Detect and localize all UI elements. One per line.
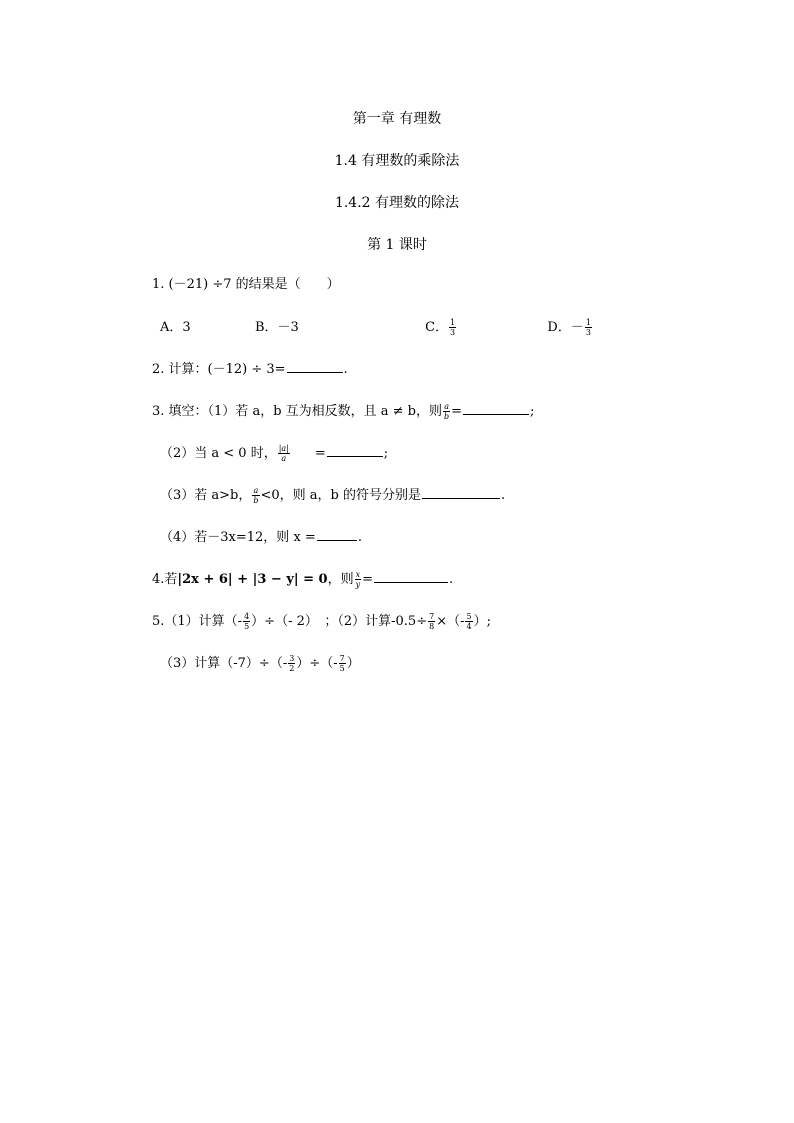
question-1: 1. (－21) ÷7 的结果是（ ） xyxy=(152,277,340,292)
answer-blank[interactable] xyxy=(374,570,448,583)
question-5-line-2: （3）计算（-7）÷（- $\frac{3}{2}$ ）÷（- $\frac{7}{5}$ ） xyxy=(160,654,360,673)
question-2: 2. 计算：(－12) ÷ 3= . xyxy=(152,362,348,377)
option-d: D．－ $\frac{1}{3}$ xyxy=(547,318,591,337)
question-3-part-3: （3）若 a>b， $\frac{a}{b}$ <0，则 a，b 的符号分别是 . xyxy=(160,486,506,505)
equation: |2x + 6| + |3 − y| = 0 xyxy=(177,572,328,587)
answer-blank[interactable] xyxy=(327,444,383,457)
lesson-title: 第 1 课时 xyxy=(367,237,427,253)
chapter-title: 第一章 有理数 xyxy=(352,111,442,127)
answer-blank[interactable] xyxy=(287,360,343,373)
question-4: 4.若|2x + 6| + |3 − y| = 0，则 $\frac{x}{y}$ = . xyxy=(152,570,454,589)
subsection-title: 1.4.2 有理数的除法 xyxy=(334,195,460,211)
question-3-part-1: 3. 填空：（1）若 a，b 互为相反数，且 a ≠ b，则 $\frac{a}{b}$ = ; xyxy=(152,402,535,421)
answer-blank[interactable] xyxy=(422,486,500,499)
question-3-part-2: （2）当 a < 0 时， $\frac{|a|}{a}$ = ; xyxy=(160,444,389,463)
answer-blank[interactable] xyxy=(463,402,529,415)
option-b: B．－3 xyxy=(254,320,299,335)
option-c: C． $\frac{1}{3}$ xyxy=(425,318,456,337)
answer-blank[interactable] xyxy=(317,528,357,541)
section-title: 1.4 有理数的乘除法 xyxy=(334,153,460,169)
question-1-options xyxy=(160,318,593,337)
question-5-line-1: 5.（1）计算（- $\frac{4}{5}$ ）÷（- 2） ；（2）计算-0.5÷ $\frac{7}{8}$ ×（- $\frac{5}{4}$ ）; xyxy=(152,612,491,631)
option-a: A．3 xyxy=(160,320,191,335)
question-3-part-4: （4）若－3x=12，则 x = . xyxy=(160,530,362,545)
